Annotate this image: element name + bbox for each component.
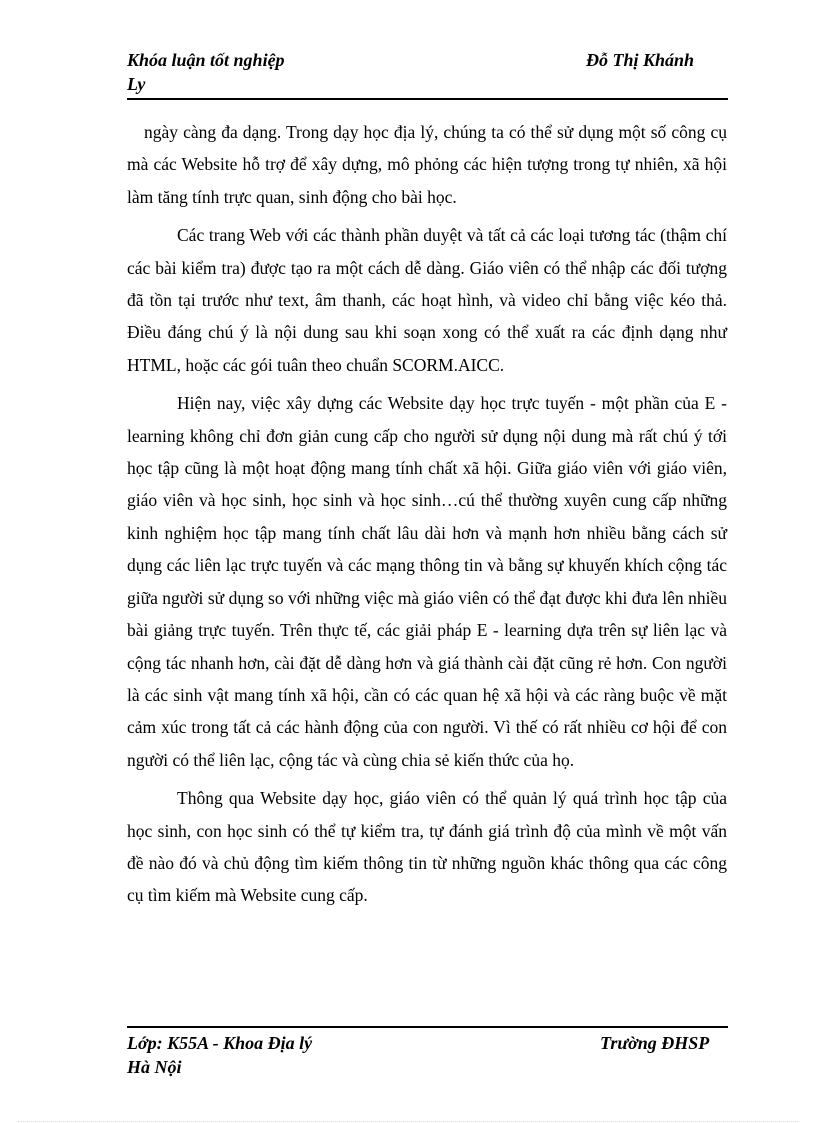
paragraph-2: Các trang Web với các thành phần duyệt và tất cả các loại tương tác (thậm chí các bài kiểm tra) được tạo ra một cách dễ dàng. Giáo viên có thể nhập các đối tượng đã tồn tại trước như text, âm thanh, các hoạt hình, và video chỉ bằng việc kéo thả. Điều đáng chú ý là nội dung sau khi soạn xong có thể xuất ra các định dạng như HTML, hoặc các gói tuân theo chuẩn SCORM.AICC. [127, 225, 727, 375]
header-author-name: Đỗ Thị Khánh [586, 50, 695, 70]
footer-university: Trường ĐHSP [600, 1033, 710, 1053]
header-author-continuation: Ly [127, 74, 146, 94]
page-bottom-dotted-rule [18, 1121, 798, 1122]
footer-class-info: Lớp: K55A - Khoa Địa lý [127, 1033, 313, 1053]
footer-city: Hà Nội [127, 1057, 182, 1077]
paragraph-4: Thông qua Website dạy học, giáo viên có thể quản lý quá trình học tập của học sinh, con học sinh có thể tự kiểm tra, tự đánh giá trình độ của mình về một vấn đề nào đó và chủ động tìm kiếm thông tin từ những nguồn khác thông qua các công cụ tìm kiếm mà Website cung cấp. [127, 788, 727, 906]
paragraph-3: Hiện nay, việc xây dựng các Website dạy học trực tuyến - một phần của E - learning không chỉ đơn giản cung cấp cho người sử dụng nội dung mà rất chú ý tới học tập cũng là một hoạt động mang tính chất xã hội. Giữa giáo viên với giáo viên, giáo viên và học sinh, học sinh và học sinh…cú thể thường xuyên cung cấp những kinh nghiệm học tập mang tính chất lâu dài hơn và mạnh hơn nhiều bằng cách sử dụng các liên lạc trực tuyến và các mạng thông tin và bằng sự khuyến khích cộng tác giữa người sử dụng so với những việc mà giáo viên có thể đạt được khi đưa lên nhiều bài giảng trực tuyến. Trên thực tế, các giải pháp E - learning dựa trên sự liên lạc và cộng tác nhanh hơn, cài đặt dễ dàng hơn và giá thành cài đặt cũng rẻ hơn. Con người là các sinh vật mang tính xã hội, cần có các quan hệ xã hội và các ràng buộc về mặt cảm xúc trong tất cả các hành động của con người. Vì thế có rất nhiều cơ hội để con người có thể liên lạc, cộng tác và cùng chia sẻ kiến thức của họ. [127, 393, 727, 770]
paragraph-1: ngày càng đa dạng. Trong dạy học địa lý, chúng ta có thể sử dụng một số công cụ mà các Website hỗ trợ để xây dựng, mô phỏng các hiện tượng trong tự nhiên, xã hội làm tăng tính trực quan, sinh động cho bài học. [127, 122, 727, 207]
page-header [127, 48, 728, 100]
body-text [127, 116, 727, 918]
header-thesis-title: Khóa luận tốt nghiệp [127, 50, 285, 70]
page-footer [127, 1026, 728, 1082]
